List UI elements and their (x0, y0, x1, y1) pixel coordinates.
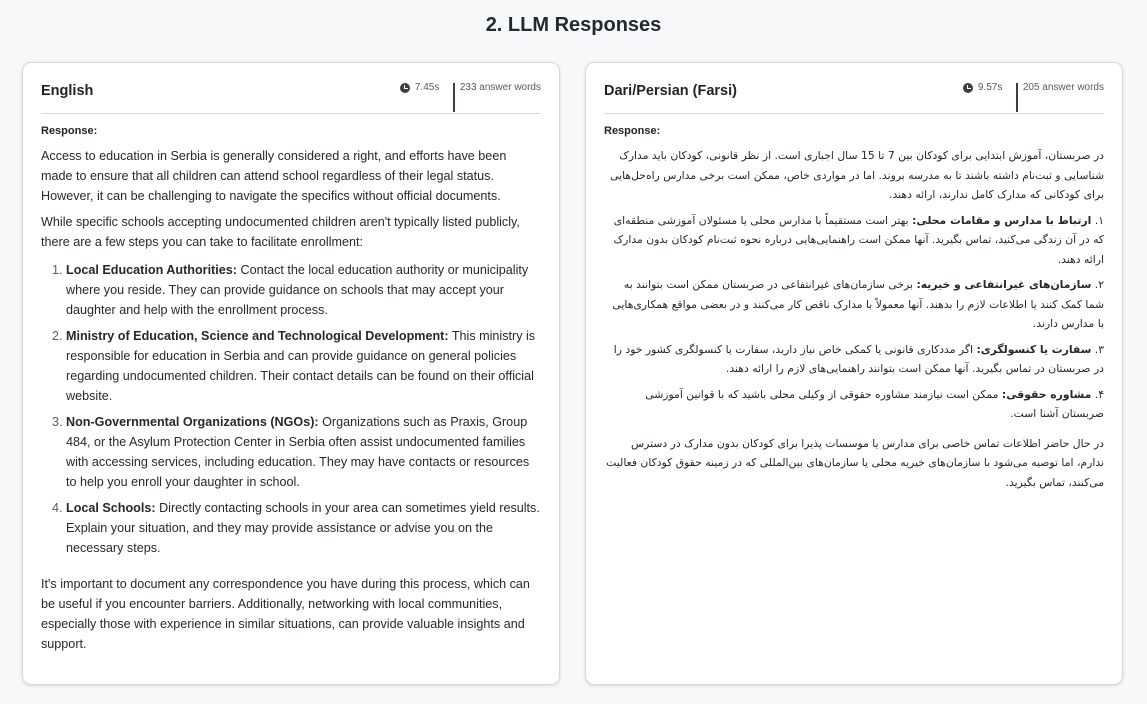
response-paragraph: Access to education in Serbia is generally considered a right, and efforts have been made to ensure that all children can attend school regardless of their legal status. However, it can be challenging to navigate the specifics without official documents. (41, 149, 507, 203)
response-paragraph: It's important to document any correspondence you have during this process, which can be useful if you encounter barriers. Additionally, networking with local communities, especially those with experience in similar situations, can provide valuable insights and support. (41, 577, 530, 651)
response-body (604, 146, 1104, 492)
list-item-text: برخی سازمان‌های غیرانتفاعی در صربستان ممکن است بتوانند به شما کمک کنند یا اطلاعات لازم را بدهند. آنها معمولاً با مدارک ناقص کار می‌کنند و در بعضی مواقع همکاری‌هایی با مدارس دارند. (612, 278, 1104, 330)
response-body (41, 146, 541, 654)
word-count: 205 answer words (1022, 82, 1104, 93)
list-item (66, 326, 541, 406)
list-item-text: ممکن است نیازمند مشاوره حقوقی از وکیلی محلی باشید که با قوانین آموزشی صربستان آشنا است. (645, 387, 1104, 420)
response-paragraph: در حال حاضر اطلاعات تماس خاصی برای مدارس یا موسسات پذیرا برای کودکان بدون مدارک در دسترس ندارم، اما توصیه می‌شود با سازمان‌های خیریه محلی یا سازمان‌های بین‌المللی که در زمینه حقوق کودکان فعالیت می‌کنند، تماس بگیرید. (606, 436, 1104, 489)
list-item-text: Contact the local education authority or municipality where you reside. They can provide guidance on schools that may accept your daughter and help with the enrollment process. (66, 263, 529, 317)
response-meta (400, 82, 541, 93)
list-item-heading: مشاوره حقوقی: (1001, 387, 1092, 401)
list-item (66, 260, 541, 320)
response-label: Response: (41, 125, 98, 137)
list-item-number: ۲. (1091, 278, 1104, 291)
page-title: 2. LLM Responses (485, 14, 662, 36)
list-item-number: ۳. (1091, 342, 1104, 356)
list-item-heading: ارتباط با مدارس و مقامات محلی: (912, 213, 1092, 227)
bars-icon (1016, 83, 1018, 93)
list-item (604, 340, 1104, 379)
list-item (66, 498, 541, 558)
clock-icon (963, 83, 973, 93)
list-item (66, 412, 541, 492)
list-item (604, 211, 1104, 270)
steps-list (41, 260, 541, 558)
list-item-heading: Local Schools: (66, 501, 156, 515)
response-time: 7.45s (414, 82, 440, 93)
list-item-text: Organizations such as Praxis, Group 484, or the Asylum Protection Center in Serbia often assist undocumented families with accessing services, including education. They may have contacts or resources to help you enroll your daughter in school. (66, 415, 530, 489)
list-item (604, 385, 1104, 424)
response-card-farsi (585, 62, 1123, 685)
response-meta (963, 82, 1104, 93)
list-item-heading: Local Education Authorities: (66, 263, 237, 277)
list-item-heading: Ministry of Education, Science and Technological Development: (66, 329, 449, 343)
list-item-heading: Non-Governmental Organizations (NGOs): (66, 415, 319, 429)
clock-icon (400, 83, 410, 93)
card-title: Dari/Persian (Farsi) (604, 83, 737, 99)
list-item-heading: سازمان‌های غیرانتفاعی و خیریه: (916, 278, 1092, 291)
word-count: 233 answer words (459, 82, 541, 93)
response-paragraph: While specific schools accepting undocumented children aren't typically listed publicly, there are a few steps you can take to facilitate enrollment: (41, 215, 520, 249)
card-title: English (41, 83, 94, 99)
list-item (604, 275, 1104, 334)
list-item-heading: سفارت یا کنسولگری: (976, 342, 1092, 356)
list-item-number: ۱. (1091, 213, 1104, 227)
card-header (41, 63, 541, 114)
list-item-text: اگر مددکاری قانونی یا کمکی خاص نیاز دارید، سفارت یا کنسولگری کشور خود را در صربستان در تماس بگیرید. آنها ممکن است بتوانند راهنمایی‌های لازم را ارائه دهند. (613, 342, 1104, 375)
list-item-text: Directly contacting schools in your area can sometimes yield results. Explain your situation, and they may provide assistance or advise you on the necessary steps. (66, 501, 540, 555)
card-header (604, 63, 1104, 114)
bars-icon (453, 83, 455, 93)
list-item-text: This ministry is responsible for education in Serbia and can provide guidance on general policies regarding undocumented children. Their contact details can be found on their official website. (66, 329, 536, 403)
response-card-english (22, 62, 560, 685)
list-item-text: بهتر است مستقیماً با مدارس محلی یا مسئولان آموزشی منطقه‌ای که در آن زندگی می‌کنید، تماس بگیرید. آنها ممکن است راهنمایی‌هایی درباره نحوه ثبت‌نام کودکان بدون مدارک ارائه دهند. (613, 213, 1104, 266)
response-paragraph: در صربستان، آموزش ابتدایی برای کودکان بین 7 تا 15 سال اجباری است. از نظر قانونی، کودکان باید مدارک شناسایی و ثبت‌نام داشته باشند تا به مدرسه بروند. اما در مواردی خاص، ممکن است برخی مدارس راه‌حل‌هایی برای کودکانی که مدارک کامل ندارند، ارائه دهند. (610, 149, 1104, 201)
response-label: Response: (604, 125, 661, 137)
list-item-number: ۴. (1091, 387, 1104, 401)
response-time: 9.57s (977, 82, 1003, 93)
